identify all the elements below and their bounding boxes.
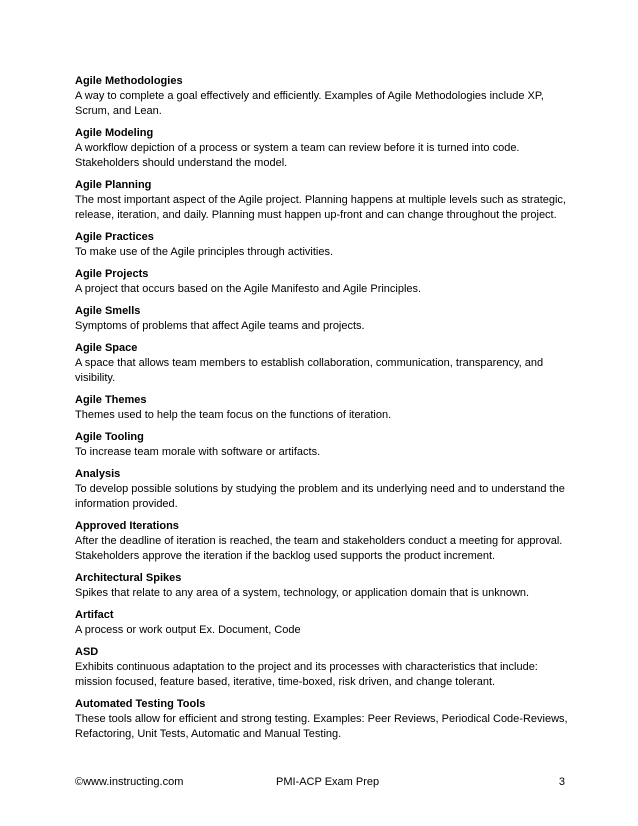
glossary-definition: After the deadline of iteration is reached, the team and stakeholders conduct a meeting for approval. Stakeholders approve the iteration if the backlog used supports the product increment.: [75, 535, 563, 562]
glossary-entry: [75, 697, 575, 742]
glossary-entry: [75, 178, 575, 223]
glossary-entry: [75, 608, 575, 638]
glossary-term: Agile Practices: [75, 231, 154, 243]
glossary-entry: [75, 126, 575, 171]
glossary-term: Agile Themes: [75, 394, 147, 406]
glossary-entry: [75, 645, 575, 690]
glossary-term: Automated Testing Tools: [75, 698, 206, 710]
glossary-entry: [75, 519, 575, 564]
glossary-term: Artifact: [75, 609, 114, 621]
footer-title: PMI-ACP Exam Prep: [276, 776, 380, 788]
glossary-entry: [75, 571, 575, 601]
glossary-term: Agile Space: [75, 342, 138, 354]
glossary-definition: A process or work output Ex. Document, Code: [75, 624, 301, 636]
glossary-definition: To develop possible solutions by studying the problem and its underlying need and to understand the information provided.: [75, 483, 565, 510]
glossary-entry: [75, 230, 575, 260]
glossary-term: Agile Planning: [75, 179, 152, 191]
glossary-definition: The most important aspect of the Agile project. Planning happens at multiple levels such as strategic, release, iteration, and daily. Planning must happen up-front and can change throughout the project.: [75, 194, 566, 221]
glossary-entry: [75, 304, 575, 334]
glossary-definition: A space that allows team members to establish collaboration, communication, transparency, and visibility.: [75, 357, 544, 384]
glossary-definition: These tools allow for efficient and strong testing. Examples: Peer Reviews, Periodical Code-Reviews, Refactoring, Unit Tests, Automatic and Manual Testing.: [75, 713, 568, 740]
glossary-entry: [75, 393, 575, 423]
glossary-term: Analysis: [75, 468, 121, 480]
glossary-definition: To make use of the Agile principles through activities.: [75, 246, 334, 258]
glossary-definition: A way to complete a goal effectively and efficiently. Examples of Agile Methodologies include XP, Scrum, and Lean.: [75, 90, 544, 117]
glossary-term: Agile Projects: [75, 268, 149, 280]
glossary-term: ASD: [75, 646, 99, 658]
glossary-definition: A project that occurs based on the Agile Manifesto and Agile Principles.: [75, 283, 422, 295]
glossary-definition: A workflow depiction of a process or system a team can review before it is turned into code. Stakeholders should understand the model.: [75, 142, 520, 169]
glossary-definition: To increase team morale with software or artifacts.: [75, 446, 321, 458]
glossary-term: Agile Methodologies: [75, 75, 183, 87]
glossary-entry: [75, 74, 575, 119]
glossary-definition: Exhibits continuous adaptation to the project and its processes with characteristics that include: mission focused, feature based, iterative, time-boxed, risk driven, and change tolerant.: [75, 661, 538, 688]
glossary-term: Agile Smells: [75, 305, 141, 317]
footer-copyright: ©www.instructing.com: [75, 776, 184, 788]
glossary-definition: Themes used to help the team focus on the functions of iteration.: [75, 409, 392, 421]
glossary-term: Agile Tooling: [75, 431, 144, 443]
glossary-definition: Spikes that relate to any area of a system, technology, or application domain that is unknown.: [75, 587, 530, 599]
glossary-term: Agile Modeling: [75, 127, 154, 139]
glossary-entry: [75, 430, 575, 460]
glossary-term: Approved Iterations: [75, 520, 179, 532]
glossary-entry: [75, 467, 575, 512]
glossary-entry: [75, 341, 575, 386]
glossary-definition: Symptoms of problems that affect Agile teams and projects.: [75, 320, 365, 332]
glossary-entry: [75, 267, 575, 297]
glossary-term: Architectural Spikes: [75, 572, 182, 584]
page-number: 3: [558, 776, 565, 788]
glossary: [75, 74, 575, 749]
